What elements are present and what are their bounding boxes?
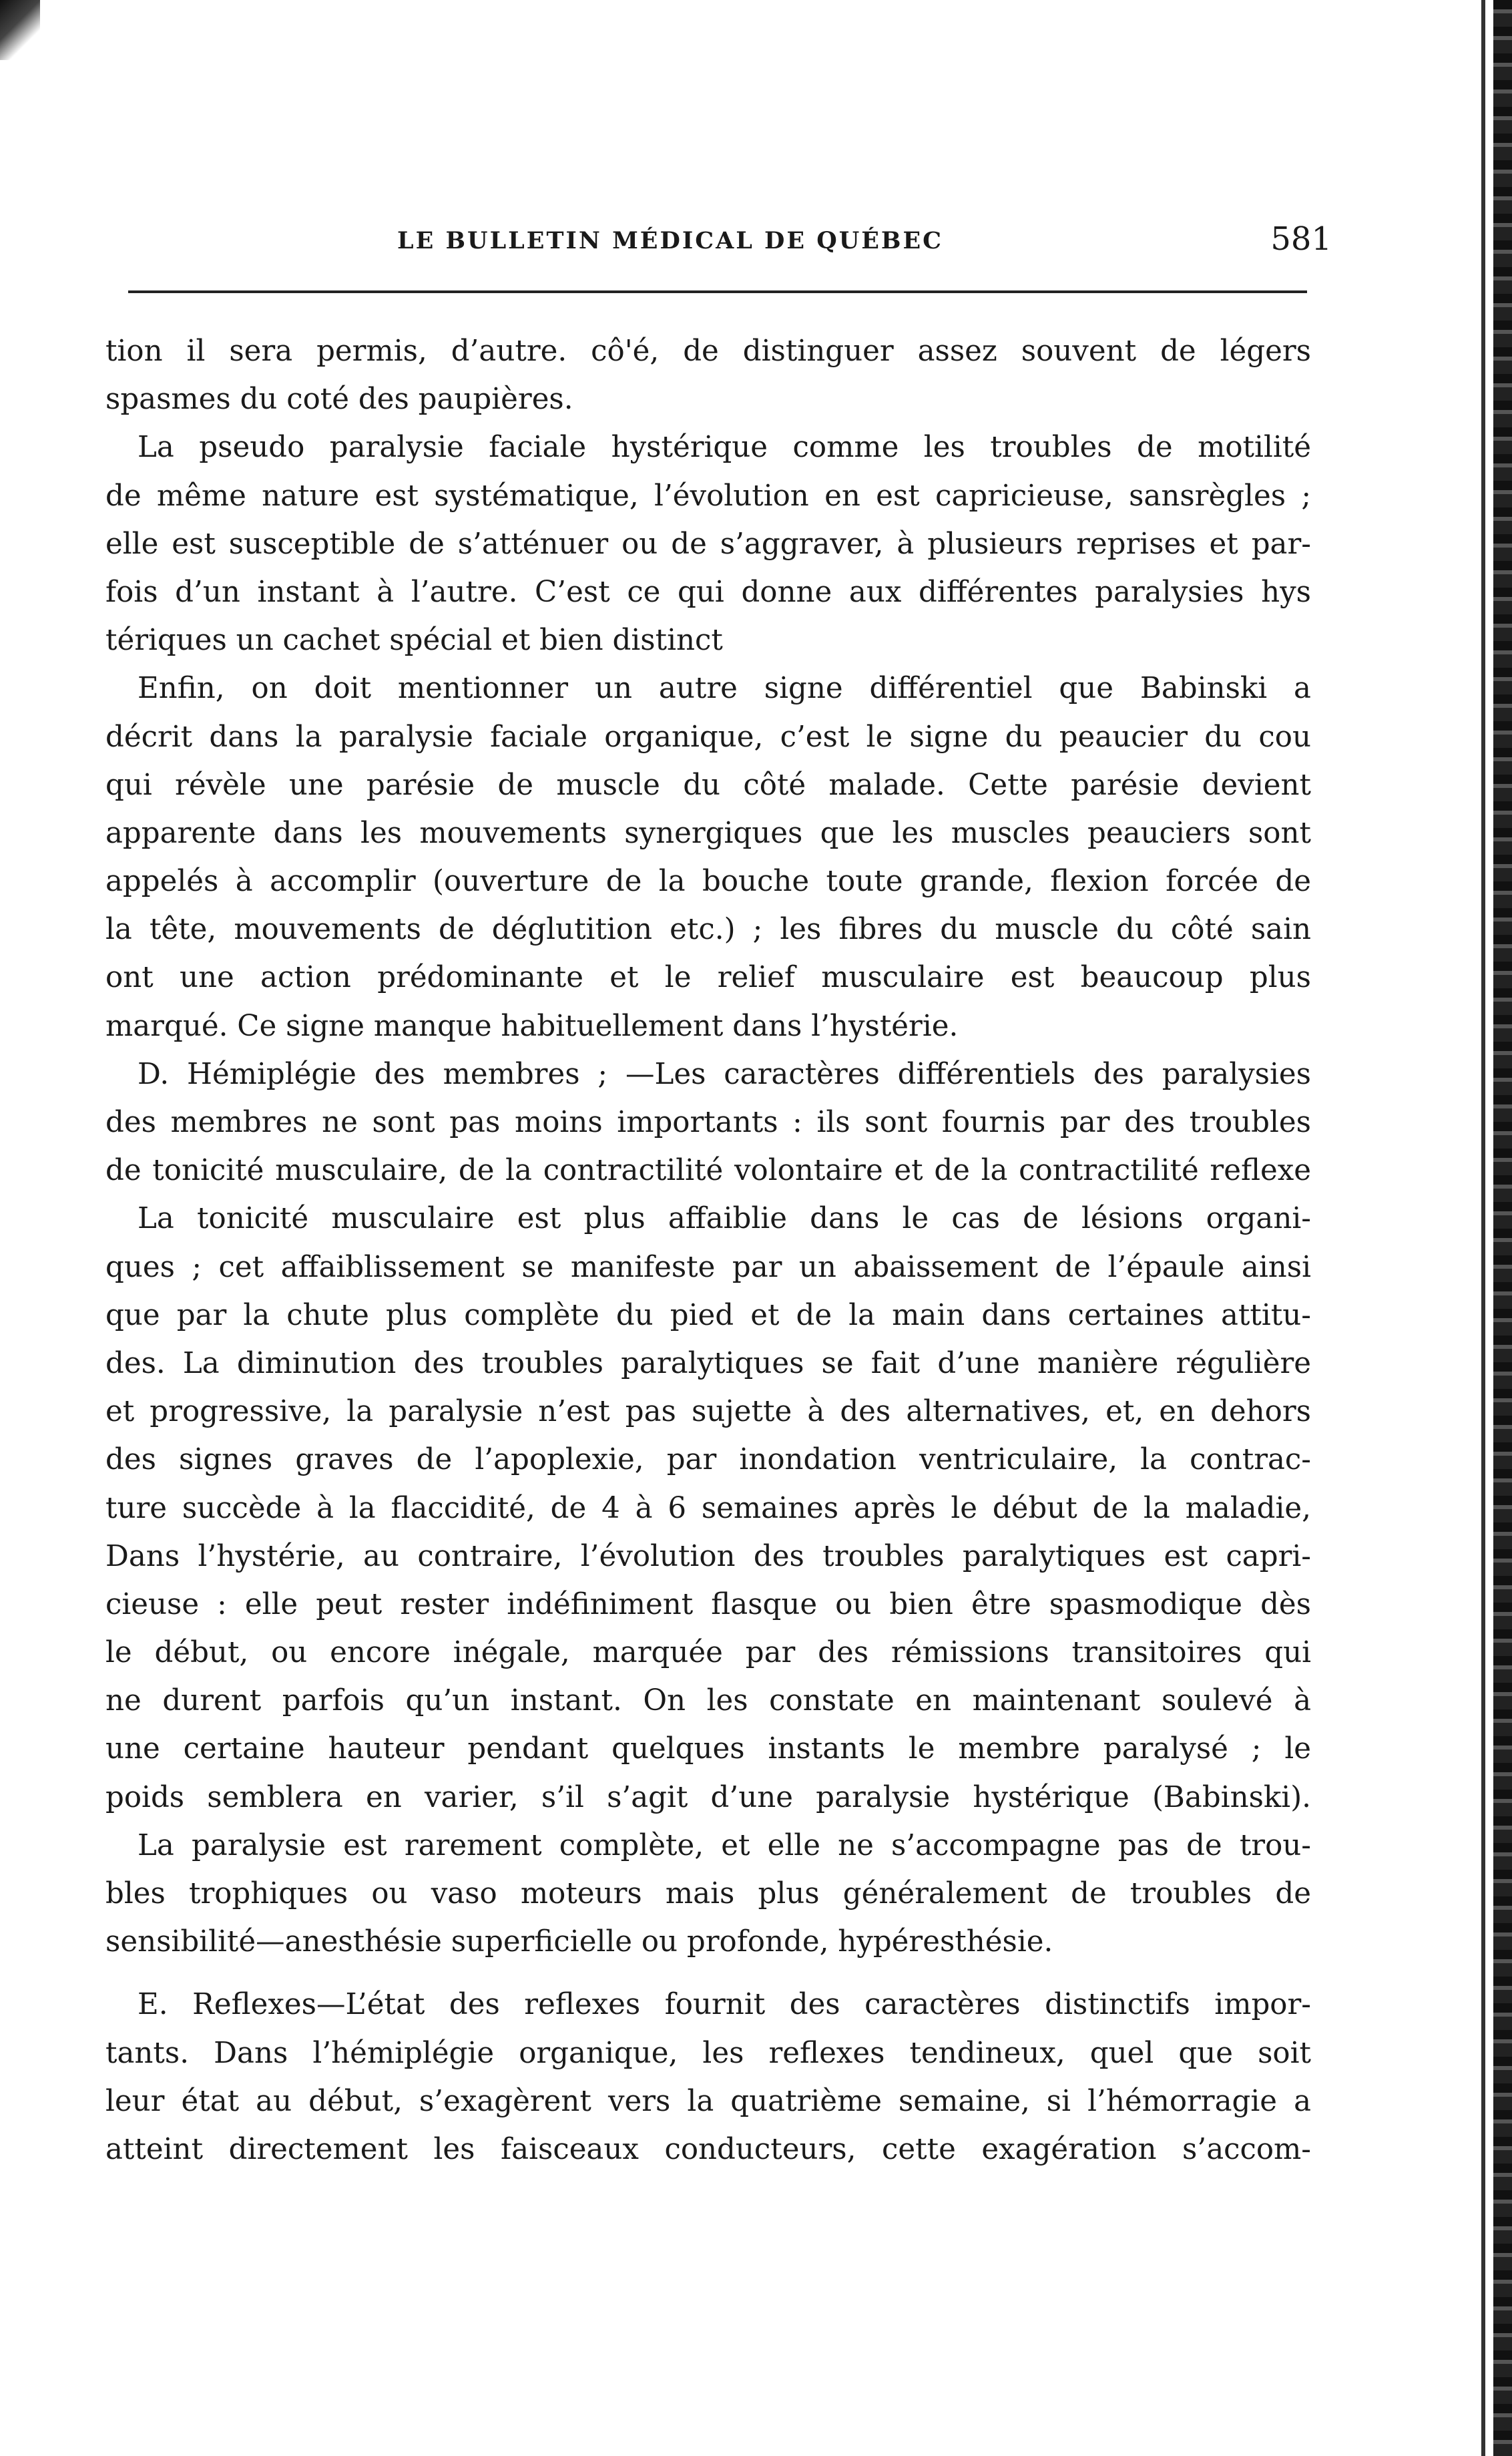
text-line: bles trophiques ou vaso moteurs mais plus généralement de troubles de [105, 1877, 1311, 1910]
text-line: que par la chute plus complète du pied et de la main dans certaines attitu- [105, 1298, 1311, 1332]
page-number: 581 [1270, 220, 1332, 258]
text-line: de même nature est systématique, l’évolution en est capricieuse, sansrègles ; [105, 479, 1311, 513]
text-line: elle est susceptible de s’atténuer ou de s’aggraver, à plusieurs reprises et par- [105, 527, 1311, 561]
text-line: des. La diminution des troubles paralytiques se fait d’une manière régulière [105, 1346, 1311, 1380]
text-line: une certaine hauteur pendant quelques instants le membre paralysé ; le [105, 1732, 1311, 1766]
text-line: le début, ou encore inégale, marquée par des rémissions transitoires qui [105, 1636, 1311, 1670]
text-line: tants. Dans l’hémiplégie organique, les reflexes tendineux, quel que soit [105, 2036, 1311, 2070]
text-line: fois d’un instant à l’autre. C’est ce qui donne aux différentes paralysies hys [105, 575, 1311, 609]
running-head: LE BULLETIN MÉDICAL DE QUÉBEC [397, 227, 944, 254]
text-line: La paralysie est rarement complète, et elle ne s’accompagne pas de trou- [138, 1828, 1311, 1862]
text-line: La tonicité musculaire est plus affaiblie dans le cas de lésions organi- [138, 1202, 1311, 1236]
text-line: Dans l’hystérie, au contraire, l’évolution des troubles paralytiques est capri- [105, 1539, 1311, 1573]
text-line: marqué. Ce signe manque habituellement dans l’hystérie. [105, 1009, 959, 1043]
text-line: leur état au début, s’exagèrent vers la quatrième semaine, si l’hémorragie a [105, 2084, 1311, 2118]
body-text [105, 327, 1311, 2174]
text-line: sensibilité—anesthésie superficielle ou profonde, hypéresthésie. [105, 1925, 1053, 1959]
text-line: décrit dans la paralysie faciale organique, c’est le signe du peaucier du cou [105, 720, 1311, 754]
text-line: des membres ne sont pas moins importants : ils sont fournis par des troubles [105, 1106, 1311, 1139]
binding-edge [1493, 0, 1512, 2456]
text-line: des signes graves de l’apoplexie, par inondation ventriculaire, la contrac- [105, 1443, 1311, 1477]
text-line: de tonicité musculaire, de la contractilité volontaire et de la contractilité reflexe [105, 1154, 1311, 1188]
text-line: qui révèle une parésie de muscle du côté malade. Cette parésie devient [105, 768, 1311, 802]
text-line: tériques un cachet spécial et bien distinct [105, 624, 723, 658]
binding-shadow [1481, 0, 1485, 2456]
text-line: Enfin, on doit mentionner un autre signe différentiel que Babinski a [138, 672, 1311, 706]
text-line: poids semblera en varier, s’il s’agit d’une paralysie hystérique (Babinski). [105, 1780, 1311, 1814]
text-line: apparente dans les mouvements synergiques que les muscles peauciers sont [105, 816, 1311, 850]
text-line: ques ; cet affaiblissement se manifeste par un abaissement de l’épaule ainsi [105, 1250, 1311, 1284]
text-line: E. Reflexes—L’état des reflexes fournit des caractères distinctifs impor- [138, 1988, 1311, 2022]
text-line: ont une action prédominante et le relief musculaire est beaucoup plus [105, 961, 1311, 995]
page-header [397, 220, 1332, 260]
text-line: tion il sera permis, d’autre. cô'é, de distinguer assez souvent de légers [105, 335, 1311, 368]
text-line: spasmes du coté des paupières. [105, 383, 573, 417]
text-line: La pseudo paralysie faciale hystérique comme les troubles de motilité [138, 431, 1311, 465]
text-line: atteint directement les faisceaux conducteurs, cette exagération s’accom- [105, 2132, 1311, 2166]
text-line: et progressive, la paralysie n’est pas sujette à des alternatives, et, en dehors [105, 1395, 1311, 1429]
text-line: cieuse : elle peut rester indéfiniment flasque ou bien être spasmodique dès [105, 1587, 1311, 1621]
text-line: ne durent parfois qu’un instant. On les constate en maintenant soulevé à [105, 1684, 1311, 1718]
header-rule [128, 290, 1307, 293]
text-line: ture succède à la flaccidité, de 4 à 6 semaines après le début de la maladie, [105, 1491, 1311, 1525]
text-line: appelés à accomplir (ouverture de la bouche toute grande, flexion forcée de [105, 865, 1311, 899]
scan-corner-mark [0, 0, 40, 60]
text-line: D. Hémiplégie des membres ; —Les caractères différentiels des paralysies [138, 1057, 1311, 1091]
text-line: la tête, mouvements de déglutition etc.) ; les fibres du muscle du côté sain [105, 913, 1311, 947]
